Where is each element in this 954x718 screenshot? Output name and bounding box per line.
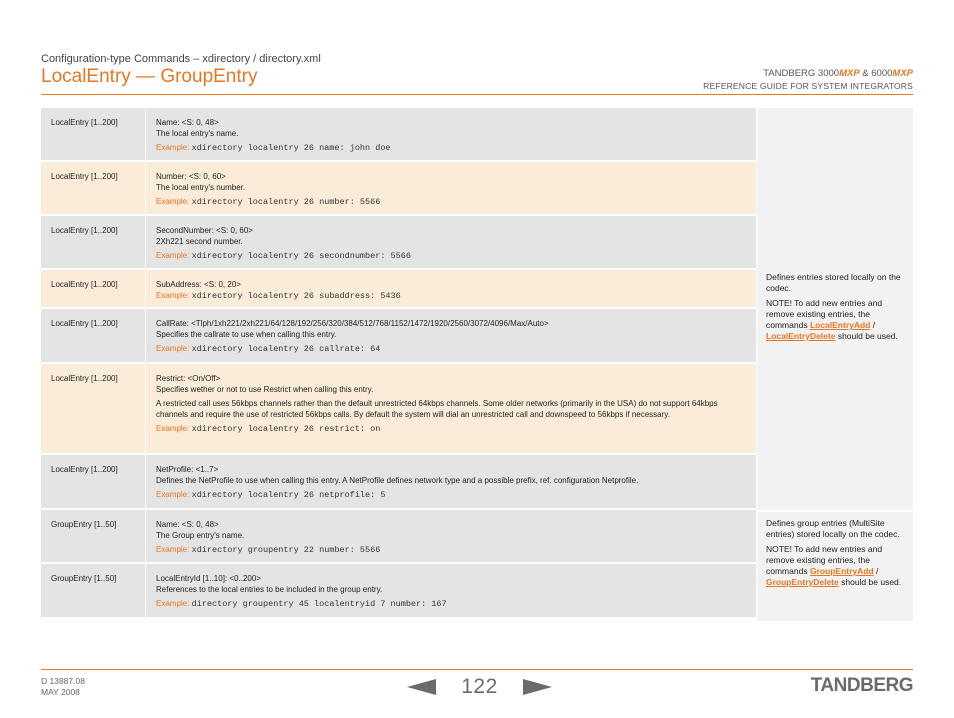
document-id bbox=[41, 676, 85, 698]
next-page-arrow-icon[interactable] bbox=[523, 679, 552, 695]
page-number: 122 bbox=[461, 675, 498, 698]
example-line bbox=[156, 489, 746, 501]
groupentry-side-note bbox=[757, 512, 913, 621]
example-code: xdirectory localentry 26 netprofile: 5 bbox=[191, 490, 386, 500]
side-note-text: Defines entries stored locally on the codec. bbox=[766, 272, 901, 293]
command-description bbox=[146, 162, 756, 214]
command-name: LocalEntry [1..200] bbox=[41, 364, 145, 453]
side-note-text bbox=[766, 298, 904, 342]
doc-number: D 13887.08 bbox=[41, 676, 85, 686]
example-code: xdirectory localentry 26 restrict: on bbox=[191, 424, 381, 434]
parameter-syntax bbox=[156, 318, 746, 329]
description-text: 2Xh221 second number. bbox=[156, 237, 243, 246]
example-line bbox=[156, 423, 746, 435]
header-divider bbox=[41, 94, 913, 95]
command-name: LocalEntry [1..200] bbox=[41, 309, 145, 362]
description-text: Defines the NetProfile to use when calling this entry. A NetProfile defines network type and a possible prefix, ref. configuration Netprofile. bbox=[156, 476, 639, 485]
example-label: Example: bbox=[156, 490, 190, 499]
product-prefix: TANDBERG 3000 bbox=[763, 68, 840, 79]
example-code: directory groupentry 45 localentryid 7 number: 167 bbox=[191, 599, 447, 609]
localentryadd-link[interactable]: LocalEntryAdd bbox=[809, 320, 871, 330]
page-title: LocalEntry — GroupEntry bbox=[41, 66, 258, 87]
command-name: GroupEntry [1..50] bbox=[41, 564, 145, 617]
command-name: LocalEntry [1..200] bbox=[41, 270, 145, 307]
example-label: Example: bbox=[156, 424, 190, 433]
command-name: LocalEntry [1..200] bbox=[41, 108, 145, 160]
link-separator: / bbox=[873, 566, 879, 576]
example-code: xdirectory localentry 26 callrate: 64 bbox=[191, 344, 381, 354]
example-code: xdirectory localentry 26 number: 5566 bbox=[191, 197, 381, 207]
command-description bbox=[146, 270, 756, 307]
product-and: & 6000 bbox=[859, 68, 893, 79]
product-name bbox=[703, 68, 913, 80]
side-note-pre: NOTE! To add new entries and remove existing entries, the commands bbox=[766, 298, 883, 330]
example-line bbox=[156, 142, 746, 154]
groupentrydelete-link[interactable]: GroupEntryDelete bbox=[766, 577, 839, 587]
description-text: The Group entry's name. bbox=[156, 531, 245, 540]
parameter-syntax: NetProfile: <1..7> bbox=[156, 465, 219, 474]
command-name: LocalEntry [1..200] bbox=[41, 455, 145, 508]
side-note-post: should be used. bbox=[835, 331, 898, 341]
tandberg-logo: TANDBERG bbox=[810, 675, 913, 696]
example-label: Example: bbox=[156, 143, 190, 152]
description-text: A restricted call uses 56kbps channels rather than the default unrestricted 64kbps channels. Some older networks (primarily in the USA) do not support 64kbps channels and require the use of restricted 56kbps calls. By default the system will dial an unrestricted call and downspeed to 56kbps if necessary. bbox=[156, 399, 718, 419]
description-text: The local entry's name. bbox=[156, 129, 239, 138]
example-line bbox=[156, 544, 746, 556]
example-label: Example: bbox=[156, 251, 190, 260]
parameter-syntax-tail: 4096/Max/Auto> bbox=[490, 319, 549, 328]
side-note-text bbox=[766, 544, 904, 588]
example-label: Example: bbox=[156, 344, 190, 353]
side-note-pre: NOTE! To add new entries and remove existing entries, the commands bbox=[766, 544, 883, 576]
example-code: xdirectory localentry 26 subaddress: 5436 bbox=[191, 291, 401, 301]
side-note-text: Defines group entries (MultiSite entries) stored locally on the codec. bbox=[766, 518, 900, 539]
command-name: LocalEntry [1..200] bbox=[41, 162, 145, 214]
link-separator: / bbox=[870, 320, 876, 330]
example-code: xdirectory groupentry 22 number: 5566 bbox=[191, 545, 381, 555]
parameter-syntax: Name: <S: 0, 48> bbox=[156, 118, 219, 127]
example-line bbox=[156, 196, 746, 208]
parameter-syntax: Number: <S: 0, 60> bbox=[156, 172, 226, 181]
side-note-post: should be used. bbox=[838, 577, 902, 587]
command-description bbox=[146, 510, 756, 562]
parameter-syntax: Restrict: <On/Off> bbox=[156, 374, 221, 383]
description-text: Specifies the callrate to use when calling this entry. bbox=[156, 330, 337, 339]
example-label: Example: bbox=[156, 197, 190, 206]
footer-divider bbox=[41, 669, 913, 670]
command-description bbox=[146, 108, 756, 160]
command-name: GroupEntry [1..50] bbox=[41, 510, 145, 562]
localentry-side-note bbox=[757, 108, 913, 510]
breadcrumb: Configuration-type Commands – xdirectory / directory.xml bbox=[41, 53, 321, 65]
example-label: Example: bbox=[156, 599, 190, 608]
command-name: LocalEntry [1..200] bbox=[41, 216, 145, 268]
example-line bbox=[156, 290, 746, 302]
page-navigation bbox=[407, 676, 552, 700]
mxp-badge-2: MXP bbox=[892, 68, 913, 79]
parameter-syntax: SecondNumber: <S: 0, 60> bbox=[156, 226, 253, 235]
doc-date: MAY 2008 bbox=[41, 687, 80, 697]
command-description bbox=[146, 455, 756, 508]
example-line bbox=[156, 343, 746, 355]
groupentryadd-link[interactable]: GroupEntryAdd bbox=[809, 566, 874, 576]
mxp-badge-1: MXP bbox=[839, 68, 860, 79]
command-description bbox=[146, 309, 756, 362]
parameter-syntax: SubAddress: <S: 0, 20> bbox=[156, 280, 241, 289]
description-text: References to the local entries to be included in the group entry. bbox=[156, 585, 383, 594]
description-text: Specifies wether or not to use Restrict when calling this entry. bbox=[156, 385, 374, 394]
product-header bbox=[703, 68, 913, 92]
parameter-syntax: LocalEntryId [1..10]: <0..200> bbox=[156, 574, 261, 583]
parameter-syntax: Name: <S: 0, 48> bbox=[156, 520, 219, 529]
example-line bbox=[156, 250, 746, 262]
example-label: Example: bbox=[156, 291, 190, 300]
example-label: Example: bbox=[156, 545, 190, 554]
parameter-syntax-main: CallRate: <Tlph/1xh221/2xh221/64/128/192/256/320/384/512/768/1152/1472/1920/2560/3072/ bbox=[156, 319, 491, 328]
example-line bbox=[156, 598, 746, 610]
localentrydelete-link[interactable]: LocalEntryDelete bbox=[766, 331, 836, 341]
command-description bbox=[146, 364, 756, 453]
guide-title: REFERENCE GUIDE FOR SYSTEM INTEGRATORS bbox=[703, 81, 913, 91]
example-code: xdirectory localentry 26 name: john doe bbox=[191, 143, 391, 153]
example-code: xdirectory localentry 26 secondnumber: 5566 bbox=[191, 251, 411, 261]
description-text: The local entry's number. bbox=[156, 183, 246, 192]
command-description bbox=[146, 564, 756, 617]
command-description bbox=[146, 216, 756, 268]
